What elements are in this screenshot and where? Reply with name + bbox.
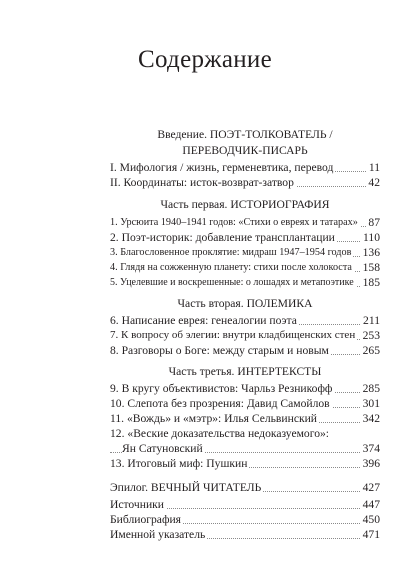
- toc-entry: [110, 441, 380, 456]
- toc-entry-page: 447: [362, 498, 380, 511]
- toc-entry-label: 6. Написание еврея: генеалогии поэта: [110, 314, 297, 327]
- toc-entry-page: 427: [362, 481, 380, 494]
- intro-heading-line2: ПЕРЕВОДЧИК-ПИСАРЬ: [182, 144, 308, 157]
- toc-entry-page: 185: [362, 276, 380, 289]
- toc-entry: [110, 160, 380, 175]
- toc-entry-page: 11: [368, 161, 380, 174]
- toc-entry-label: Именной указатель: [110, 528, 206, 541]
- toc-entry-page: 374: [362, 442, 380, 455]
- part2-heading: Часть вторая. ПОЛЕМИКА: [177, 297, 313, 310]
- toc-entry-page: 110: [363, 231, 380, 244]
- toc-entry-page: 285: [362, 382, 380, 395]
- toc-entry: [110, 480, 380, 495]
- toc-entry: [110, 230, 380, 245]
- page-title: Содержание: [138, 46, 272, 73]
- toc-entry: [110, 275, 380, 290]
- toc-entry-page: 342: [362, 412, 380, 425]
- toc-entry-label: 3. Благословенное проклятие: мидраш 1947–1954 годов: [110, 247, 352, 258]
- toc-entry: [110, 313, 380, 328]
- toc-entry: [110, 260, 380, 275]
- toc-entry: [110, 343, 380, 358]
- toc-entry-label: 5. Уцелевшие и воскрешенные: о лошадях и метапоэтике: [110, 277, 354, 288]
- toc-entry-page: 253: [362, 329, 380, 342]
- intro-heading-line1: Введение. ПОЭТ-ТОЛКОВАТЕЛЬ /: [157, 128, 333, 141]
- toc-entry-page: 450: [362, 513, 380, 526]
- toc-entry: [110, 497, 380, 512]
- toc-entry-label: 11. «Вождь» и «мэтр»: Илья Сельвинский: [110, 412, 318, 425]
- toc-entry: [110, 426, 380, 441]
- toc-entry-page: 301: [362, 397, 380, 410]
- toc-entry-label: Библиография: [110, 513, 182, 526]
- toc-entry: [110, 328, 380, 343]
- toc-entry-page: 42: [368, 176, 380, 189]
- part3-heading: Часть третья. ИНТЕРТЕКСТЫ: [168, 365, 322, 378]
- toc-entry-label: 13. Итоговый миф: Пушкин: [110, 457, 248, 470]
- toc-entry-label: 1. Урсюита 1940–1941 годов: «Стихи о евреях и татарах»: [110, 217, 358, 228]
- toc-entry: [110, 396, 380, 411]
- part1-heading: Часть первая. ИСТОРИОГРАФИЯ: [160, 198, 330, 211]
- toc-entry-page: 136: [362, 246, 380, 259]
- toc-entry-label: Эпилог. ВЕЧНЫЙ ЧИТАТЕЛЬ: [110, 481, 262, 494]
- toc-entry-label: Источники: [110, 498, 165, 511]
- toc-entry: [110, 411, 380, 426]
- toc-entry-label: 8. Разговоры о Боге: между старым и новым: [110, 344, 329, 357]
- toc-entry-label: Ян Сатуновский: [122, 442, 203, 455]
- toc-entry-label: 7. К вопросу об элегии: внутри кладбищенских стен: [110, 329, 356, 341]
- toc-entry-page: 396: [362, 457, 380, 470]
- toc-entry: [110, 381, 380, 396]
- toc-entry: [110, 527, 380, 542]
- toc-entry-label: 4. Глядя на сожженную планету: стихи после холокоста: [110, 262, 352, 273]
- toc-entry-page: 265: [362, 344, 380, 357]
- toc-entry: [110, 175, 380, 190]
- toc-entry-page: 471: [362, 528, 380, 541]
- toc-entry-label: I. Мифология / жизнь, герменевтика, перевод: [110, 161, 334, 174]
- toc-entry-label: 12. «Веские доказательства недоказуемого»:: [110, 427, 330, 440]
- toc-entry-label: 2. Поэт-историк: добавление трансплантации: [110, 231, 335, 244]
- toc-entry: [110, 245, 380, 260]
- toc-entry-page: 211: [363, 314, 380, 327]
- toc-entry-label: 10. Слепота без прозрения: Давид Самойлов: [110, 397, 330, 410]
- toc-entry: [110, 456, 380, 471]
- toc-entry-label: 9. В кругу объективистов: Чарльз Резникофф: [110, 382, 333, 395]
- toc-entry-page: 87: [368, 216, 380, 229]
- toc-entry-page: 158: [362, 261, 380, 274]
- toc-entry-label: II. Координаты: исток-возврат-затвор: [110, 176, 294, 189]
- toc-entry: [110, 512, 380, 527]
- toc-entry: [110, 215, 380, 230]
